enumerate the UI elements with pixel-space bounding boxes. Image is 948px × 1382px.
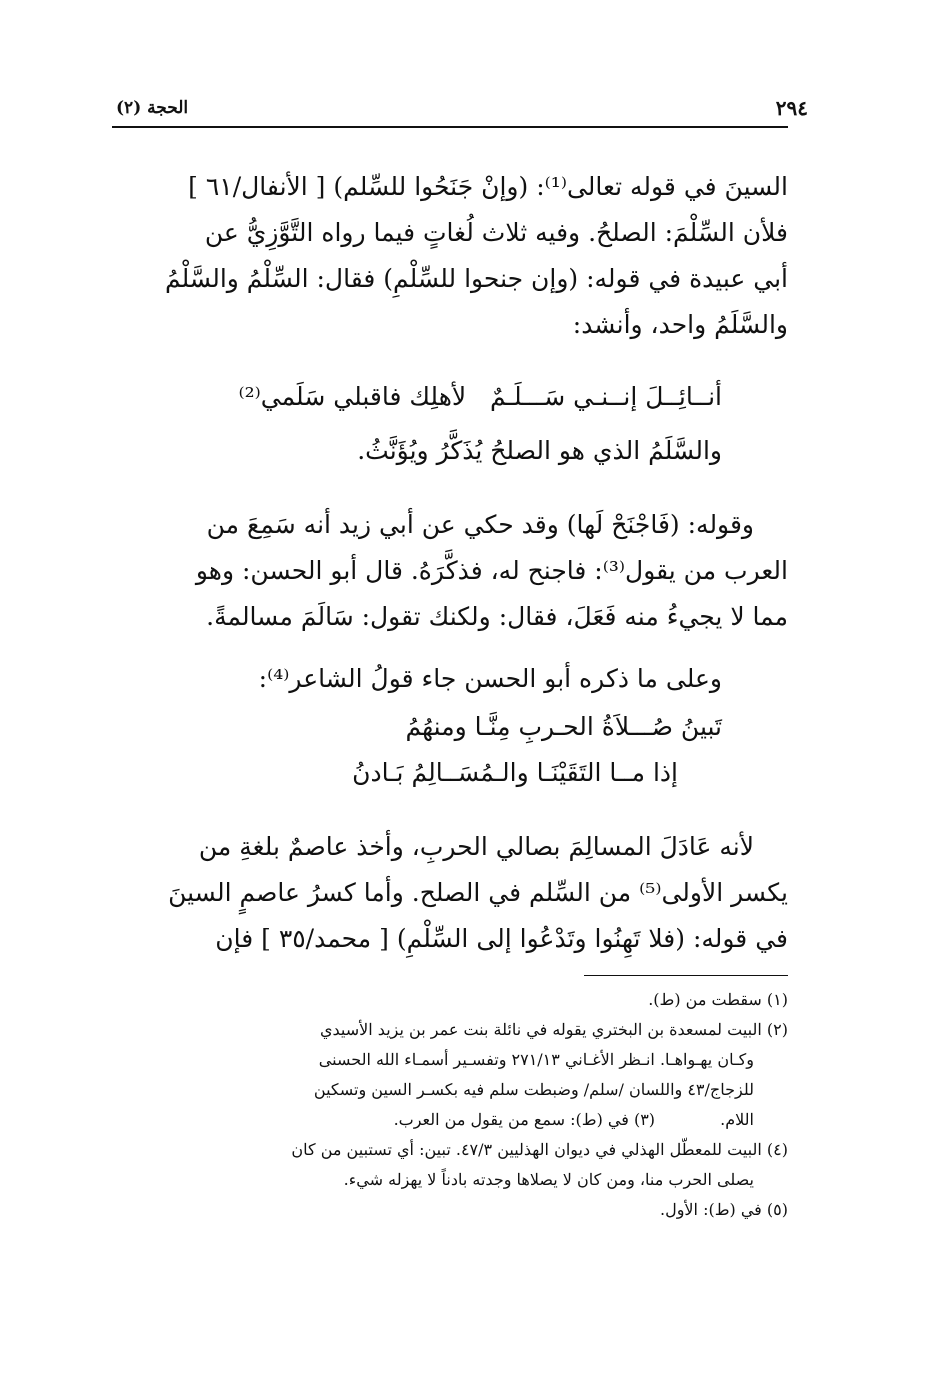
footnote-2-line: وكـان يهـواهـا. انـظر الأغـاني ٢٧١/١٣ وتفسـير أسمـاء الله الحسنى	[318, 1050, 754, 1069]
text-line: وعلى ما ذكره أبو الحسن جاء قولُ الشاعر⁽⁴⁾:	[258, 664, 722, 693]
paragraph-2	[158, 502, 788, 640]
verse-1	[162, 374, 722, 474]
footnote-1: (١) سقطت من (ط).	[648, 990, 788, 1009]
text-line: وقوله: (فَاجْنَحْ لَها) وقد حكي عن أبي زيد أنه سَمِعَ من	[206, 510, 754, 539]
paragraph-3	[162, 656, 722, 702]
text-line: والسَّلَمُ واحد، وأنشد:	[572, 310, 788, 339]
text-line: أبي عبيدة في قوله: (وإن جنحوا للسِّلْمِ) فقال: السِّلْمُ والسَّلْمُ	[164, 264, 788, 293]
footnotes	[148, 985, 788, 1225]
verse-line: إذا مــا التَقَيْنَـا والـمُسَــالِمُ بَـادنُ	[352, 758, 678, 787]
footnote-2-3-line	[148, 1105, 788, 1135]
footnote-2-line: للزجاج/٤٣ واللسان /سلم/ وضبطت سلم فيه بكسـر السين وتسكين	[313, 1080, 754, 1099]
footnote-2-line: (٢) البيت لمسعدة بن البختري يقوله في نائلة بنت عمر بن يزيد الأسيدي	[319, 1020, 788, 1039]
text-line: فلأن السِّلْمَ: الصلحُ. وفيه ثلاث لُغاتٍ فيما رواه التَّوَّزِيُّ عن	[204, 218, 788, 247]
text-line: مما لا يجيءُ منه فَعَلَ، فقال: ولكنك تقول: سَالَمَ مسالمةً.	[206, 602, 788, 631]
text-line: في قوله: (فلا تَهِنُوا وتَدْعُوا إلى السِّلْمِ) [ محمد/٣٥ ] فإن	[215, 924, 788, 953]
footnote-4-line: (٤) البيت للمعطّل الهذلي في ديوان الهذليين ٤٧/٣. تبين: أي تستبين من كان	[291, 1140, 788, 1159]
footnote-4-line: يصلى الحرب منا، ومن كان لا يصلاها وجدته بادناً لا يهزله شيء.	[343, 1170, 754, 1189]
verse-line: تَبينُ صُـــلاَةُ الحـربِ مِنَّـا ومنهُمُ	[405, 712, 722, 741]
footnote-2-end: اللام.	[720, 1110, 754, 1129]
paragraph-4	[158, 824, 788, 962]
footnote-5: (٥) في (ط): الأول.	[659, 1200, 788, 1219]
text-line: السينَ في قوله تعالى⁽¹⁾: (وإنْ جَنَحُوا للسِّلم) [ الأنفال/٦١ ]	[188, 172, 788, 201]
paragraph-1	[158, 164, 788, 348]
verse-line: أنــائِــلَ إنــنـي سَـــلَـمٌ لأهلِك فاقبلي سَلَمي⁽²⁾	[238, 382, 722, 411]
footnote-3: (٣) في (ط): سمع من يقول من العرب.	[393, 1110, 656, 1129]
page-number: ٢٩٤	[775, 96, 808, 120]
verse-line: والسَّلَمُ الذي هو الصلحُ يُذَكَّرُ ويُؤَنَّثُ.	[357, 436, 722, 465]
header-rule	[112, 126, 788, 128]
text-line: يكسر الأولى⁽⁵⁾ من السِّلم في الصلح. وأما كسرُ عاصمٍ السينَ	[168, 878, 788, 907]
footnote-rule	[584, 975, 788, 976]
text-line: العرب من يقول⁽³⁾: فاجنح له، فذكَّرَهُ. قال أبو الحسن: وهو	[195, 556, 788, 585]
running-title: الحجة (٢)	[116, 98, 189, 118]
verse-2	[162, 704, 722, 796]
text-line: لأنه عَادَلَ المسالِمَ بصالي الحربِ، وأخذ عاصمٌ بلغةِ من	[198, 832, 754, 861]
